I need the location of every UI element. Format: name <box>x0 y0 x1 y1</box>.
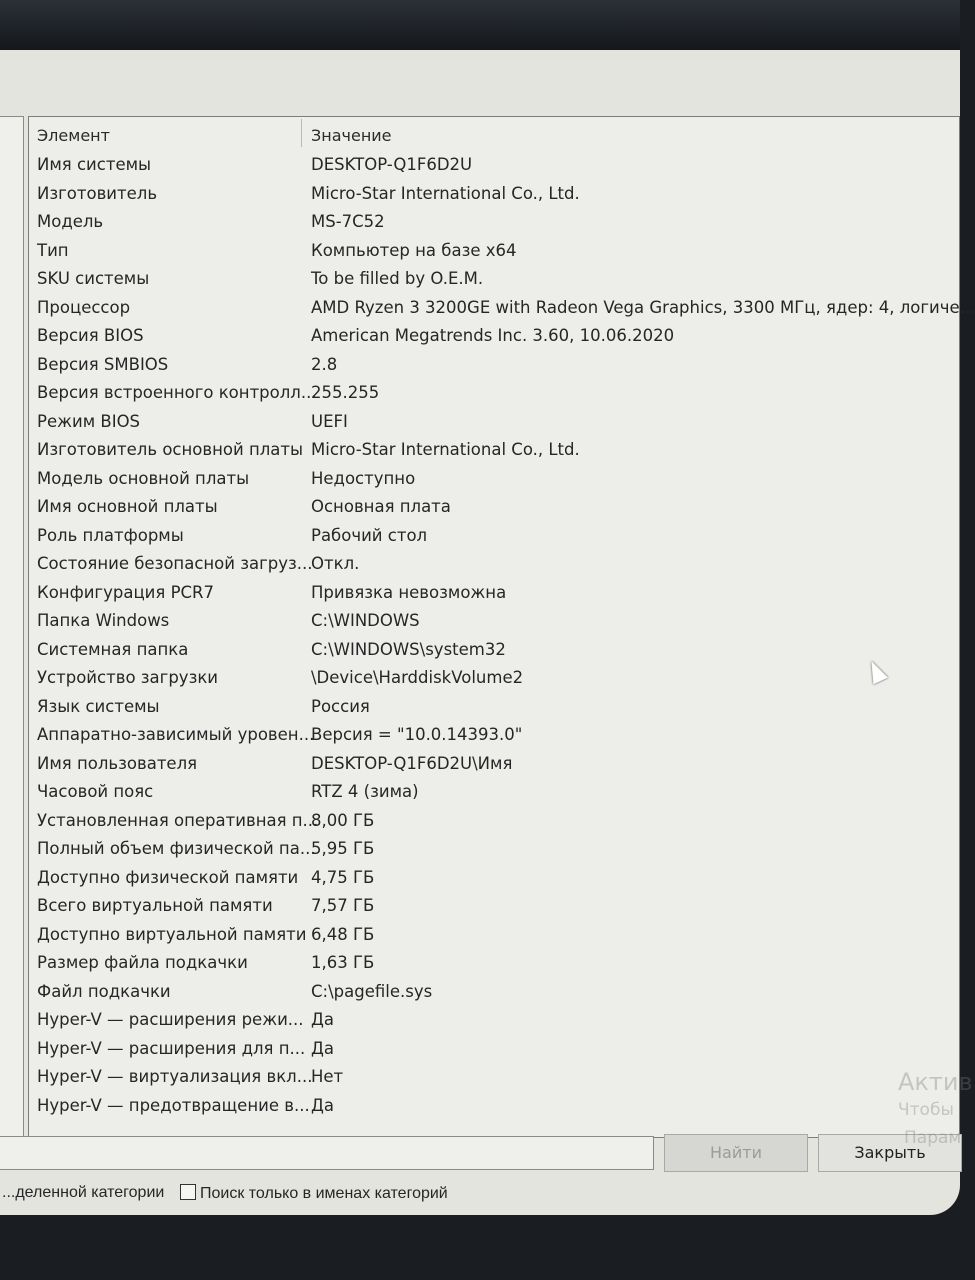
row-element: Всего виртуальной памяти <box>37 896 273 915</box>
table-row[interactable] <box>29 668 959 696</box>
row-value: Компьютер на базе x64 <box>311 240 517 260</box>
row-value: RTZ 4 (зима) <box>311 782 419 801</box>
row-element: Устройство загрузки <box>37 668 219 687</box>
row-value: Россия <box>311 696 370 716</box>
row-value: Нет <box>311 1067 344 1086</box>
row-element: Модель основной платы <box>37 468 250 488</box>
row-element: Файл подкачки <box>37 981 171 1001</box>
row-value: 255.255 <box>311 383 380 402</box>
table-row[interactable] <box>29 1039 959 1067</box>
close-button[interactable]: Закрыть <box>818 1134 962 1172</box>
row-element: Hyper-V — расширения для п... <box>37 1038 306 1058</box>
category-tree-pane[interactable] <box>0 116 24 1138</box>
row-element: Режим BIOS <box>37 411 141 431</box>
column-header-element[interactable]: Элемент <box>37 126 110 145</box>
row-value: MS-7C52 <box>311 212 385 231</box>
table-row[interactable] <box>29 355 959 383</box>
table-row[interactable] <box>29 725 959 753</box>
row-value: C:\pagefile.sys <box>311 981 433 1001</box>
row-value: DESKTOP-Q1F6D2U <box>311 155 473 174</box>
table-row[interactable] <box>29 953 959 981</box>
row-value: 4,75 ГБ <box>311 867 375 887</box>
row-element: Имя системы <box>37 155 152 174</box>
table-row[interactable] <box>29 982 959 1010</box>
row-value: Основная плата <box>311 497 451 516</box>
table-row[interactable] <box>29 497 959 525</box>
row-element: Процессор <box>37 297 131 317</box>
table-row[interactable] <box>29 554 959 582</box>
row-element: Папка Windows <box>37 611 170 630</box>
row-value: Недоступно <box>311 468 416 488</box>
table-row[interactable] <box>29 697 959 725</box>
table-row[interactable] <box>29 326 959 354</box>
column-separator[interactable] <box>301 119 302 147</box>
table-row[interactable] <box>29 896 959 924</box>
row-element: Язык системы <box>37 696 160 716</box>
activation-watermark-title: Актив <box>898 1068 973 1096</box>
table-row[interactable] <box>29 640 959 668</box>
row-value: 6,48 ГБ <box>311 924 375 944</box>
row-element: SKU системы <box>37 269 150 288</box>
row-element: Модель <box>37 212 104 231</box>
row-value: C:\WINDOWS\system32 <box>311 639 506 659</box>
table-row[interactable] <box>29 383 959 411</box>
row-value: Рабочий стол <box>311 525 428 545</box>
row-value: Да <box>311 1095 335 1115</box>
table-row[interactable] <box>29 212 959 240</box>
row-value: AMD Ryzen 3 3200GE with Radeon Vega Graphics, 3300 МГц, ядер: 4, логиче... <box>311 297 975 317</box>
table-row[interactable] <box>29 782 959 810</box>
table-header <box>29 117 959 151</box>
row-element: Системная папка <box>37 639 189 659</box>
row-element: Версия BIOS <box>37 326 144 345</box>
row-value: To be filled by O.E.M. <box>311 269 484 288</box>
row-value: Да <box>311 1038 335 1058</box>
row-element: Изготовитель <box>37 183 158 203</box>
search-names-only-option[interactable] <box>180 1184 448 1203</box>
row-value: \Device\HarddiskVolume2 <box>311 668 524 687</box>
row-element: Имя основной платы <box>37 497 218 516</box>
activation-watermark-line: Парам <box>904 1128 962 1148</box>
table-row[interactable] <box>29 297 975 326</box>
table-row[interactable] <box>29 611 959 639</box>
row-value: Привязка невозможна <box>311 582 507 602</box>
table-row[interactable] <box>29 155 959 183</box>
row-value: 2.8 <box>311 354 338 374</box>
row-value: DESKTOP-Q1F6D2U\Имя <box>311 753 513 773</box>
column-header-value[interactable]: Значение <box>311 126 392 145</box>
table-row[interactable] <box>29 440 959 468</box>
row-element: Версия SMBIOS <box>37 354 169 374</box>
table-row[interactable] <box>29 925 959 953</box>
row-element: Имя пользователя <box>37 753 198 773</box>
table-row[interactable] <box>29 1096 959 1124</box>
row-element: Изготовитель основной платы <box>37 440 304 459</box>
row-value: 7,57 ГБ <box>311 896 375 915</box>
row-value: 5,95 ГБ <box>311 839 375 858</box>
row-value: Версия = "10.0.14393.0" <box>311 725 523 744</box>
row-element: Тип <box>37 240 69 260</box>
row-element: Состояние безопасной загруз... <box>37 554 313 573</box>
row-value: UEFI <box>311 411 348 431</box>
row-element: Доступно физической памяти <box>37 867 299 887</box>
row-value: C:\WINDOWS <box>311 611 420 630</box>
table-row[interactable] <box>29 868 959 896</box>
row-element: Доступно виртуальной памяти <box>37 924 307 944</box>
table-row[interactable] <box>29 811 959 839</box>
find-button[interactable]: Найти <box>664 1134 808 1172</box>
row-element: Hyper-V — предотвращение в... <box>37 1095 310 1115</box>
activation-watermark-line: Чтобы <box>898 1100 954 1120</box>
table-row[interactable] <box>29 1010 959 1038</box>
names-only-label: Поиск только в именах категорий <box>200 1185 448 1202</box>
table-row[interactable] <box>29 839 959 867</box>
row-value: Откл. <box>311 554 360 573</box>
row-element: Полный объем физической па... <box>37 839 316 858</box>
table-row[interactable] <box>29 526 959 554</box>
row-value: Micro-Star International Co., Ltd. <box>311 183 580 203</box>
names-only-checkbox[interactable] <box>180 1184 196 1200</box>
search-selected-category-option[interactable] <box>2 1184 164 1202</box>
table-row[interactable] <box>29 469 959 497</box>
table-row[interactable] <box>29 269 959 297</box>
table-row[interactable] <box>29 754 959 782</box>
row-value: Micro-Star International Co., Ltd. <box>311 440 580 459</box>
row-element: Роль платформы <box>37 525 184 545</box>
row-value: American Megatrends Inc. 3.60, 10.06.2020 <box>311 326 675 345</box>
table-row[interactable] <box>29 583 959 611</box>
table-row[interactable] <box>29 241 959 269</box>
row-element: Hyper-V — расширения режи... <box>37 1010 304 1029</box>
search-input[interactable] <box>0 1136 654 1170</box>
row-element: Конфигурация PCR7 <box>37 582 215 602</box>
row-element: Размер файла подкачки <box>37 953 248 972</box>
table-row[interactable] <box>29 184 959 212</box>
search-selected-category-label: ...деленной категории <box>2 1184 165 1201</box>
row-value: 1,63 ГБ <box>311 953 375 972</box>
row-element: Установленная оперативная п... <box>37 810 319 830</box>
row-element: Аппаратно-зависимый уровен... <box>37 725 315 744</box>
table-row[interactable] <box>29 412 959 440</box>
row-value: Да <box>311 1010 335 1029</box>
row-element: Часовой пояс <box>37 782 154 801</box>
row-value: 8,00 ГБ <box>311 810 375 830</box>
row-element: Версия встроенного контролл... <box>37 383 317 402</box>
table-row[interactable] <box>29 1067 959 1095</box>
row-element: Hyper-V — виртуализация вкл... <box>37 1067 313 1086</box>
